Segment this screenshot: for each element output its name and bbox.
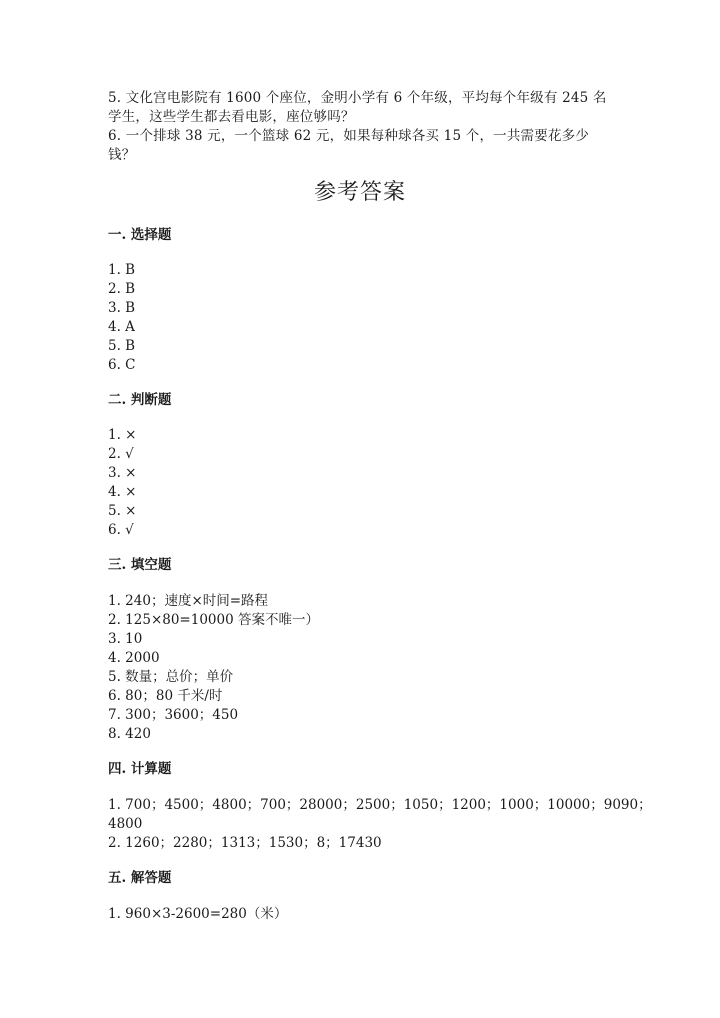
answer-item: 2. 125×80=10000 答案不唯一） (108, 612, 319, 628)
question-5-line-2: 学生，这些学生都去看电影，座位够吗？ (108, 109, 355, 125)
question-6-line-2: 钱？ (108, 147, 136, 163)
answer-item: 8. 420 (108, 726, 151, 742)
answer-item: 3. B (108, 300, 136, 316)
question-5-line-1: 5. 文化宫电影院有 1600 个座位，金明小学有 6 个年级，平均每个年级有 245 名 (108, 90, 607, 106)
answer-item: 6. 80；80 千米/时 (108, 688, 223, 704)
section-heading-judgement: 二. 判断题 (108, 392, 172, 408)
section-heading-solve: 五. 解答题 (108, 870, 172, 886)
answer-item: 3. × (108, 465, 137, 481)
answer-item: 2. B (108, 281, 136, 297)
answer-item: 2. √ (108, 446, 134, 462)
answer-item: 4. × (108, 484, 137, 500)
answer-item: 1. 960×3-2600=280（米） (108, 906, 288, 922)
answer-item: 2. 1260；2280；1313；1530；8；17430 (108, 835, 382, 851)
answer-item: 1. 240；速度×时间=路程 (108, 593, 269, 609)
answer-item: 1. × (108, 427, 137, 443)
answer-item: 7. 300；3600；450 (108, 707, 239, 723)
answer-item: 4. A (108, 319, 135, 335)
section-heading-fill-blank: 三. 填空题 (108, 557, 172, 573)
answer-item: 6. √ (108, 522, 134, 538)
answer-item: 5. × (108, 503, 137, 519)
answer-item: 1. B (108, 262, 136, 278)
answer-title: 参考答案 (313, 180, 406, 205)
answer-item: 5. 数量；总价；单价 (108, 669, 234, 685)
answer-item: 5. B (108, 338, 136, 354)
section-heading-choice: 一. 选择题 (108, 227, 172, 243)
answer-item: 4. 2000 (108, 650, 160, 666)
answer-item: 3. 10 (108, 631, 143, 647)
answer-item: 6. C (108, 357, 136, 373)
answer-item: 1. 700；4500；4800；700；28000；2500；1050；1200；1000；10000；9090； (108, 797, 652, 813)
answer-item: 4800 (108, 816, 143, 832)
section-heading-calculation: 四. 计算题 (108, 761, 172, 777)
question-6-line-1: 6. 一个排球 38 元，一个篮球 62 元，如果每种球各买 15 个，一共需要花多少 (108, 128, 590, 144)
